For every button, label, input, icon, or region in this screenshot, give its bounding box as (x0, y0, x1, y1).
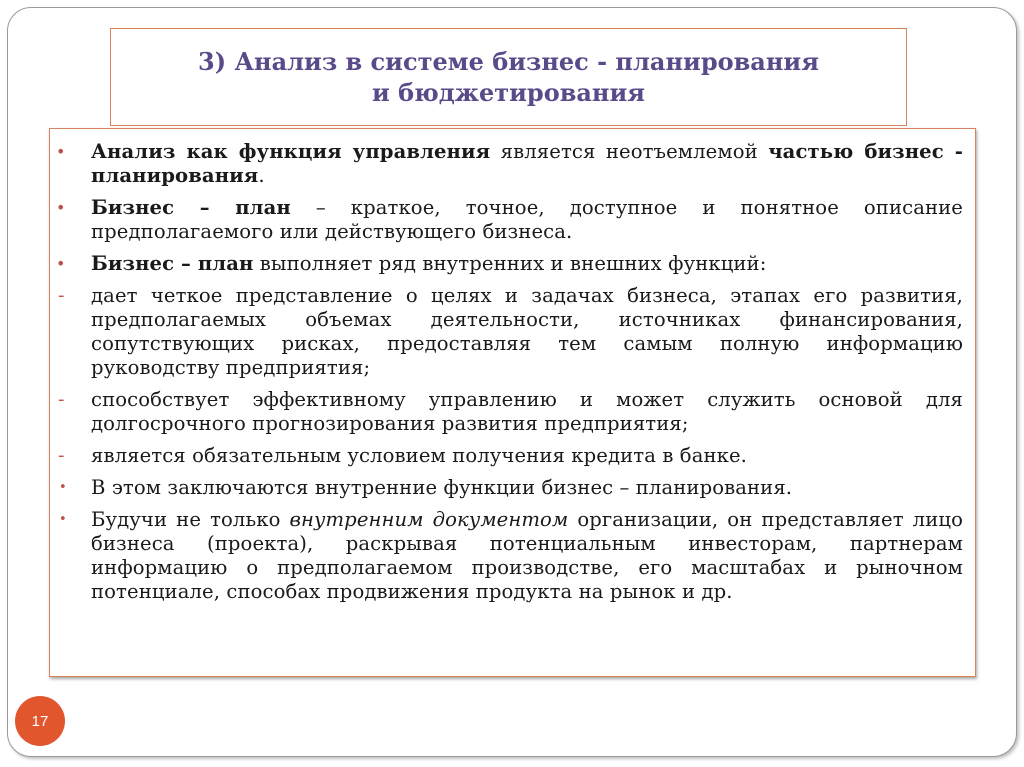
item-text: Будучи не только (91, 508, 290, 531)
list-item (50, 444, 963, 468)
bold-text: Бизнес – план (91, 252, 254, 275)
dash-icon: - (58, 389, 65, 410)
bullet-icon: • (56, 198, 66, 217)
bullet-icon: • (56, 254, 66, 273)
slide-title: 3) Анализ в системе бизнес - планирования и бюджетирования (198, 47, 819, 107)
italic-text: внутренним документом (289, 508, 569, 531)
item-text: организации, он представляет лицо бизнеса (проекта), раскрывая потенциальным инвесторам, партнерам информацию о предполагаемом производстве, его масштабах и рыночном потенциале, способах продвижения продукта на рынок и др. (91, 508, 963, 603)
content-box (49, 128, 976, 677)
list-item (50, 252, 963, 276)
bold-text: Анализ как функция управления (91, 140, 491, 163)
list-item (50, 388, 963, 436)
item-text: является обязательным условием получения кредита в банке. (91, 444, 748, 467)
page-number-badge: 17 (15, 696, 65, 746)
item-text: . (258, 164, 265, 187)
dash-icon: - (58, 285, 65, 306)
list-item (50, 140, 963, 188)
list-item (50, 508, 963, 604)
dash-icon: - (58, 445, 65, 466)
item-text: способствует эффективному управлению и может служить основой для долгосрочного прогнозирования развития предприятия; (91, 388, 963, 435)
list-item (50, 476, 963, 500)
item-text: выполняет ряд внутренних и внешних функций: (253, 252, 767, 275)
list-item (50, 196, 963, 244)
bold-text: Бизнес – план (91, 196, 291, 219)
bold-text: частью бизнес - планирования (91, 140, 964, 187)
bullet-icon: • (59, 480, 67, 495)
item-text: – краткое, точное, доступное и понятное описание предполагаемого или действующего бизнеса. (91, 196, 963, 243)
bullet-icon: • (59, 512, 67, 527)
list-item (50, 284, 963, 380)
bullet-icon: • (56, 142, 66, 161)
title-box (110, 28, 907, 126)
item-text: является неотъемлемой (490, 140, 769, 163)
item-text: дает четкое представление о целях и задачах бизнеса, этапах его развития, предполагаемых объемах деятельности, источниках финансирования, сопутствующих рисках, предоставляя тем самым полную информацию руководству предприятия; (91, 284, 963, 379)
item-text: В этом заключаются внутренние функции бизнес – планирования. (91, 476, 793, 499)
